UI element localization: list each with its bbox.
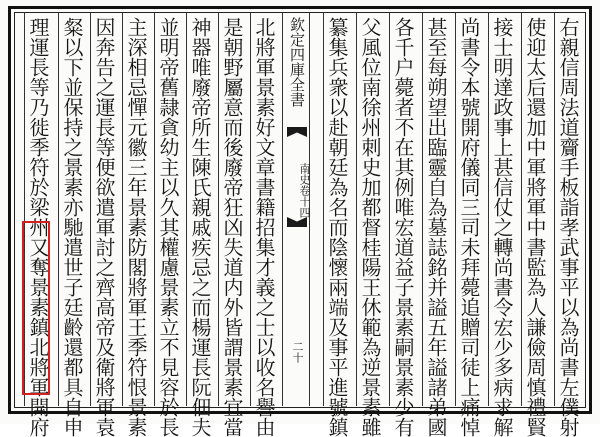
chapter-name: 卷十四	[298, 185, 311, 218]
column-text: 使迎太后還加中軍將軍中書監為人謙儉周慎禮賢	[523, 17, 547, 437]
text-column-16	[24, 13, 50, 437]
center-fold	[282, 13, 310, 406]
column-text: 因奔告之運長等便欲遣軍討之齊高帝及衛將軍袁	[92, 17, 116, 437]
text-column-13	[122, 13, 148, 437]
column-text: 甚至每朔望出臨靈自為墓誌銘并謚五年謚諸弟國	[424, 17, 448, 437]
text-column-3	[488, 13, 514, 437]
fishtail-bottom-icon	[287, 217, 307, 227]
page-number: 二十	[291, 341, 304, 363]
fishtail-top-icon	[287, 127, 307, 137]
text-column-10	[218, 13, 244, 437]
text-column-9	[250, 13, 276, 437]
text-column-15	[58, 13, 84, 437]
text-column-1	[554, 13, 580, 437]
text-column-4	[455, 13, 481, 437]
column-text: 各千户薨者不在其例唯宏道益子景素嗣景素少有	[391, 17, 415, 437]
column-text: 纂集兵衆以赴朝廷為名而陰懷兩端及事平進號鎮	[325, 17, 349, 437]
column-text: 尚書令本號開府儀同三司未拜薨追贈司徒上痛悼	[457, 17, 481, 437]
column-text: 理運長等乃徙季符於梁州又奪景素鎮北將軍開府	[26, 17, 50, 437]
column-text: 粲以下並保持之景素亦馳遣世子廷齡還都具自申	[60, 17, 84, 437]
text-column-11	[186, 13, 212, 437]
column-text: 並明帝舊隷貪幼主以久其權慮景素立不見容於長	[156, 17, 180, 437]
column-text: 接士明達政事上甚信仗之轉尚書令宏少多病求解	[490, 17, 514, 437]
text-column-2	[521, 13, 547, 437]
book-title: 欽定四庫全書	[288, 17, 306, 107]
volume-label	[283, 163, 311, 218]
column-text: 主深相忌憚元徽三年景素防閣將軍王季符恨景素	[124, 17, 148, 437]
text-column-6	[389, 13, 415, 437]
text-column-5	[422, 13, 448, 437]
column-text: 右親信周法道齎手板詣孝武事平以為尚書左僕射	[556, 17, 580, 437]
text-column-8	[323, 13, 349, 437]
volume-name: 南史	[298, 163, 311, 185]
text-column-7	[356, 13, 382, 437]
column-text: 是朝野屬意而後廢帝狂凶失道内外皆謂景素宜當	[220, 17, 244, 437]
column-text: 北將軍景素好文章書籍招集才義之士以收名譽由	[252, 17, 276, 437]
text-column-14	[90, 13, 116, 437]
column-text: 父風位南徐州刺史加都督桂陽王休範為逆景素雖	[358, 17, 382, 437]
text-column-12	[154, 13, 180, 437]
column-text: 神器唯廢帝所生陳氏親戚疾忌之而楊運長阮佃夫	[188, 17, 212, 437]
